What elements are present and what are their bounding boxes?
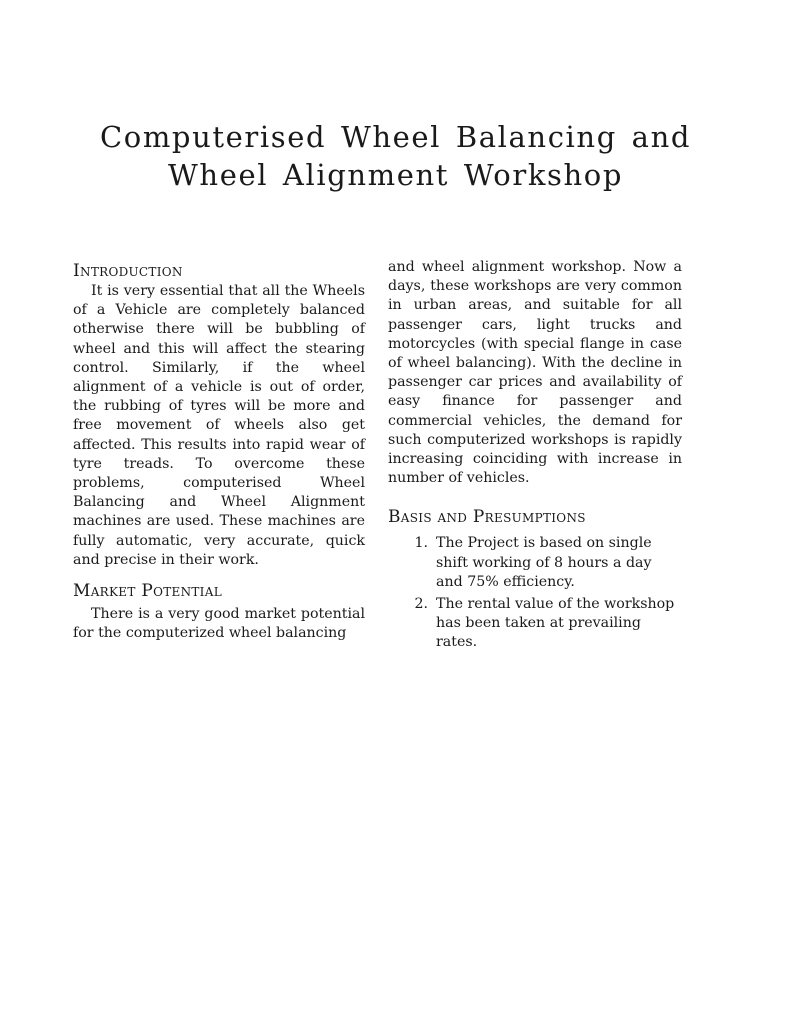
basis-heading: Basis and Presumptions <box>388 507 586 528</box>
list-item <box>388 595 682 653</box>
list-item-text: The Project is based on single shift working of 8 hours a day and 75% efficiency. <box>436 535 652 590</box>
introduction-heading: Introduction <box>73 261 183 281</box>
list-item-text: The rental value of the workshop has been taken at prevailing rates. <box>436 596 675 651</box>
basis-list <box>388 534 682 652</box>
title-line-2: Wheel Alignment Workshop <box>168 158 623 192</box>
title-line-1: Computerised Wheel Balancing and <box>99 120 692 154</box>
market-potential-heading: Market Potential <box>73 581 222 602</box>
introduction-paragraph: It is very essential that all the Wheels of a Vehicle are completely balanced otherwise there will be bubbling of wheel and this will affect the stearing control. Similarly, if the wheel alignment of a vehicle is out of order, the rubbing of tyres will be more and free movement of wheels also get affected. This results into rapid wear of tyre treads. To overcome these problems, computerised Wheel Balancing and Wheel Alignment machines are used. These machines are fully automatic, very accurate, quick and precise in their work. <box>73 283 365 568</box>
list-item <box>388 534 682 592</box>
list-item-number: 1. <box>414 535 428 552</box>
left-column <box>73 258 365 643</box>
right-column <box>388 258 682 656</box>
market-potential-paragraph-continued: and wheel alignment workshop. Now a days, these workshops are very common in urban areas, and suitable for all passenger cars, light trucks and motorcycles (with special flange in case of wheel balancing). With the decline in passenger car prices and availability of easy finance for passenger and commercial vehicles, the demand for such computerized workshops is rapidly increasing coinciding with increase in number of vehicles. <box>388 259 682 487</box>
list-item-number: 2. <box>414 596 428 613</box>
market-potential-paragraph-start: There is a very good market potential for the computerized wheel balancing <box>73 606 365 642</box>
page-title <box>60 118 731 194</box>
